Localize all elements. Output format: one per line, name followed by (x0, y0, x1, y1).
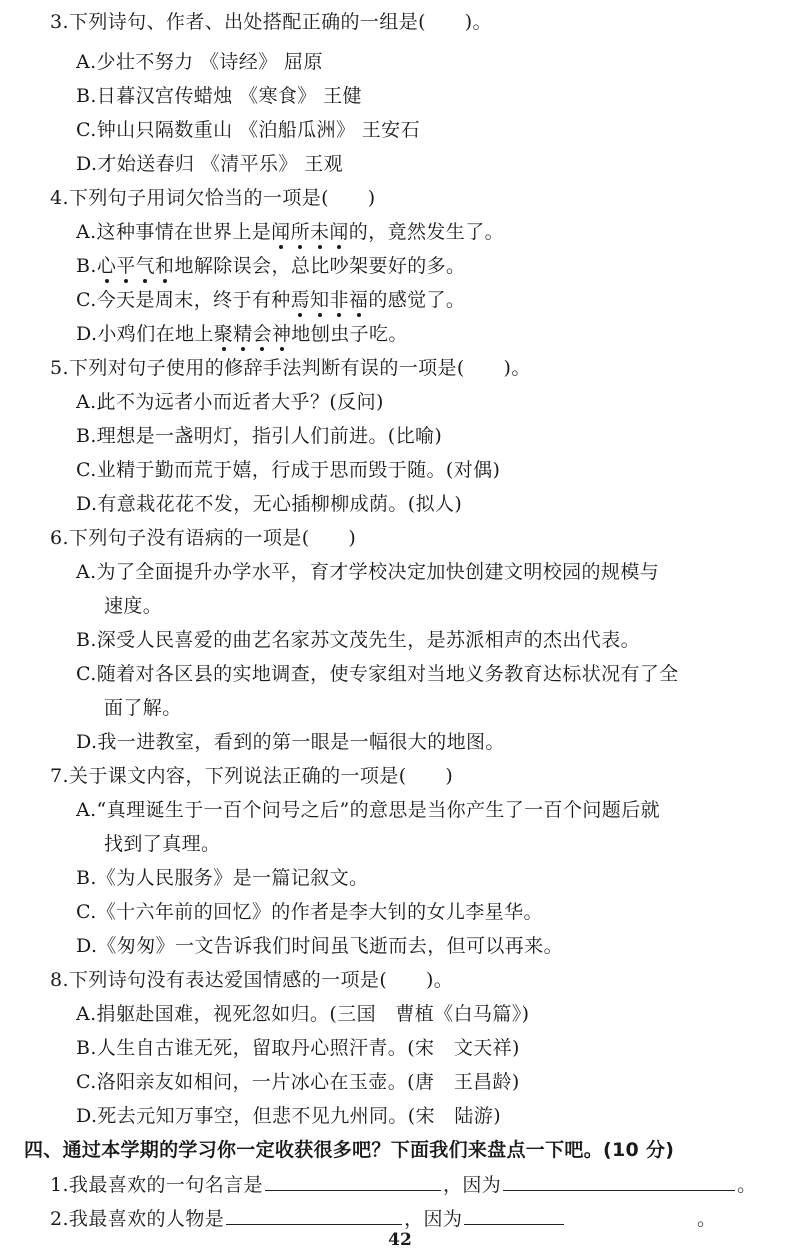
item-2-prompt: 2.我最喜欢的人物是 (50, 1208, 225, 1230)
dotted-char: 非 (329, 289, 349, 311)
option-text: D.小鸡们在地上 (76, 323, 214, 345)
question-7-option-a: A.“真理诞生于一百个问号之后”的意思是当你产生了一百个问题后就 (76, 799, 660, 821)
question-4-option-a (76, 220, 504, 244)
dotted-char: 所 (290, 221, 310, 243)
dotted-char: 福 (348, 289, 369, 311)
dotted-char: 和 (155, 255, 175, 277)
option-text: 地解除误会，总比吵架要好的多。 (174, 255, 466, 277)
section-4-item-2 (50, 1206, 716, 1231)
option-text: C.今天是周末，终于有种 (76, 289, 291, 311)
emphasized-word (214, 323, 292, 345)
dotted-char: 气 (135, 255, 156, 277)
dotted-char: 闻 (329, 221, 349, 243)
question-8-option-d: D.死去元知万事空，但悲不见九州同。(宋 陆游) (76, 1105, 502, 1127)
question-8-option-c: C.洛阳亲友如相问，一片冰心在玉壶。(唐 王昌龄) (76, 1071, 520, 1093)
answer-blank-2b[interactable] (464, 1206, 564, 1225)
dotted-char: 闻 (271, 221, 291, 243)
question-3-option-d: D.才始送春归 《清平乐》 王观 (76, 153, 344, 175)
answer-blank-2a[interactable] (226, 1206, 402, 1225)
question-3-stem: 3.下列诗句、作者、出处搭配正确的一组是( )。 (50, 11, 492, 33)
question-7-option-b: B.《为人民服务》是一篇记叙文。 (76, 867, 369, 889)
emphasized-word (271, 221, 349, 243)
question-7-option-d: D.《匆匆》一文告诉我们时间虽飞逝而去，但可以再来。 (76, 935, 563, 957)
dotted-char: 会 (252, 323, 273, 345)
question-5-option-c: C.业精于勤而荒于嬉，行成于思而毁于随。(对偶) (76, 459, 501, 481)
dotted-char: 未 (309, 221, 330, 243)
question-4-option-c (76, 288, 465, 312)
item-2-because: ，因为 (404, 1208, 463, 1230)
option-text: 地刨虫子吃。 (291, 323, 408, 345)
item-1-prompt: 1.我最喜欢的一句名言是 (50, 1174, 263, 1196)
question-7-stem: 7.关于课文内容，下列说法正确的一项是( ) (50, 765, 454, 787)
question-5-option-a: A.此不为远者小而近者大乎？(反问) (76, 391, 384, 413)
page-number: 42 (388, 1230, 412, 1250)
emphasized-word (291, 289, 369, 311)
question-3-option-a: A.少壮不努力 《诗经》 屈原 (76, 51, 323, 73)
question-6-stem: 6.下列句子没有语病的一项是( ) (50, 527, 357, 549)
item-2-end: 。 (696, 1208, 717, 1230)
item-1-end: 。 (737, 1174, 757, 1196)
question-4-option-d (76, 322, 408, 346)
dotted-char: 聚 (213, 323, 234, 345)
option-text: 的，竟然发生了。 (348, 221, 504, 243)
emphasized-word (97, 255, 175, 277)
question-5-option-d: D.有意栽花花不发，无心插柳柳成荫。(拟人) (76, 493, 463, 515)
dotted-char: 心 (96, 255, 117, 277)
question-3-option-c: C.钟山只隔数重山 《泊船瓜洲》 王安石 (76, 119, 420, 141)
dotted-char: 精 (233, 323, 253, 345)
question-6-option-b: B.深受人民喜爱的曲艺名家苏文茂先生，是苏派相声的杰出代表。 (76, 629, 641, 651)
dotted-char: 焉 (290, 289, 311, 311)
option-text: A.这种事情在世界上是 (76, 221, 272, 243)
question-4-stem: 4.下列句子用词欠恰当的一项是( ) (50, 187, 376, 209)
question-6-option-c-cont: 面了解。 (104, 697, 182, 719)
question-8-option-b: B.人生自古谁无死，留取丹心照汗青。(宋 文天祥) (76, 1037, 520, 1059)
section-4-title: 四、通过本学期的学习你一定收获很多吧？下面我们来盘点一下吧。(10 分) (24, 1139, 675, 1161)
question-6-option-a: A.为了全面提升办学水平，育才学校决定加快创建文明校园的规模与 (76, 561, 660, 583)
question-4-option-b (76, 254, 465, 278)
item-1-because: ，因为 (442, 1174, 502, 1196)
question-8-stem: 8.下列诗句没有表达爱国情感的一项是( )。 (50, 969, 454, 991)
question-6-option-d: D.我一进教室，看到的第一眼是一幅很大的地图。 (76, 731, 505, 753)
question-3-option-b: B.日暮汉宫传蜡烛 《寒食》 王健 (76, 85, 362, 107)
question-6-option-c: C.随着对各区县的实地调查，使专家组对当地义务教育达标状况有了全 (76, 663, 679, 685)
question-5-stem: 5.下列对句子使用的修辞手法判断有误的一项是( )。 (50, 357, 531, 379)
question-7-option-c: C.《十六年前的回忆》的作者是李大钊的女儿李星华。 (76, 901, 543, 923)
answer-blank-1a[interactable] (265, 1172, 441, 1191)
option-text: B. (76, 255, 97, 277)
section-4-item-1 (50, 1172, 757, 1197)
dotted-char: 平 (116, 255, 136, 277)
dotted-char: 知 (310, 289, 330, 311)
option-text: 的感觉了。 (368, 289, 466, 311)
question-6-option-a-cont: 速度。 (104, 595, 163, 617)
answer-blank-1b[interactable] (503, 1172, 735, 1191)
question-7-option-a-cont: 找到了真理。 (104, 833, 221, 855)
question-8-option-a: A.捐躯赴国难，视死忽如归。(三国 曹植《白马篇》) (76, 1003, 530, 1025)
question-5-option-b: B.理想是一盏明灯，指引人们前进。(比喻) (76, 425, 443, 447)
dotted-char: 神 (272, 323, 292, 345)
